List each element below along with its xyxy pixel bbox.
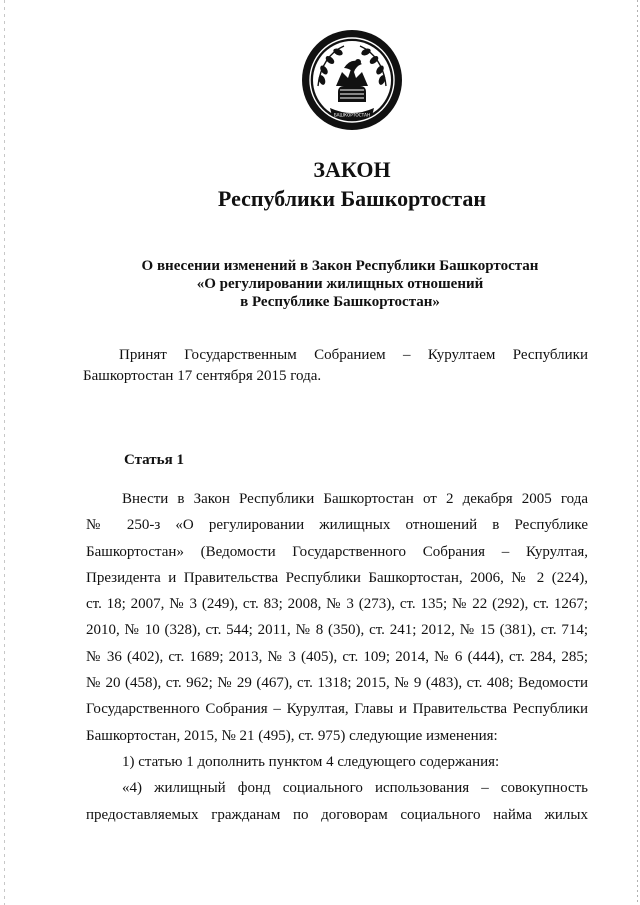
subject-line: О внесении изменений в Закон Республики Башкортостан <box>141 258 539 274</box>
adoption-line: Принят Государственным Собранием – Курултаем Республики <box>119 347 588 363</box>
body-line: 1) статью 1 дополнить пунктом 4 следующего содержания: <box>122 753 500 770</box>
body-line: предоставляемых гражданам по договорам социального найма жилых <box>86 806 588 823</box>
scan-edge-left <box>4 0 5 905</box>
body-line: Внести в Закон Республики Башкортостан от 2 декабря 2005 года <box>122 491 588 507</box>
document-issuer: Республики Башкортостан <box>217 186 487 211</box>
adoption-line: Башкортостан 17 сентября 2015 года. <box>83 368 322 384</box>
subject-line: в Республике Башкортостан» <box>240 294 440 310</box>
body-line: Башкортостан» (Ведомости Государственного Собрания – Курултая, <box>86 543 588 560</box>
body-line: № 36 (402), ст. 1689; 2013, № 3 (405), ст. 109; 2014, № 6 (444), ст. 284, 285; <box>86 648 588 665</box>
body-line: Башкортостан, 2015, № 21 (495), ст. 975) следующие изменения: <box>86 727 498 744</box>
body-line: ст. 18; 2007, № 3 (249), ст. 83; 2008, № 3 (273), ст. 135; № 22 (292), ст. 1267; <box>86 596 588 613</box>
article-body <box>86 489 588 831</box>
body-line: 2010, № 10 (328), ст. 544; 2011, № 8 (350), ст. 241; 2012, № 15 (381), ст. 714; <box>86 622 588 639</box>
adoption-statement <box>83 345 588 387</box>
emblem-ribbon-text: БАШКОРТОСТАН <box>333 112 371 118</box>
subject-line: «О регулировании жилищных отношений <box>196 276 484 292</box>
scan-edge-right <box>637 0 638 905</box>
coat-of-arms-emblem <box>300 28 404 132</box>
body-line: № 20 (458), ст. 962; № 29 (467), ст. 1318; 2015, № 9 (483), ст. 408; Ведомости <box>86 675 588 692</box>
article-heading: Статья 1 <box>124 452 184 468</box>
body-line: Государственного Собрания – Курултая, Главы и Правительства Республики <box>86 701 588 718</box>
body-line: Президента и Правительства Республики Башкортостан, 2006, № 2 (224), <box>86 569 588 586</box>
document-title: ЗАКОН <box>313 157 391 182</box>
body-line: «4) жилищный фонд социального использования – совокупность <box>122 780 588 797</box>
law-subject <box>0 257 640 311</box>
body-line: № 250-з «О регулировании жилищных отношений в Республике <box>86 517 588 534</box>
